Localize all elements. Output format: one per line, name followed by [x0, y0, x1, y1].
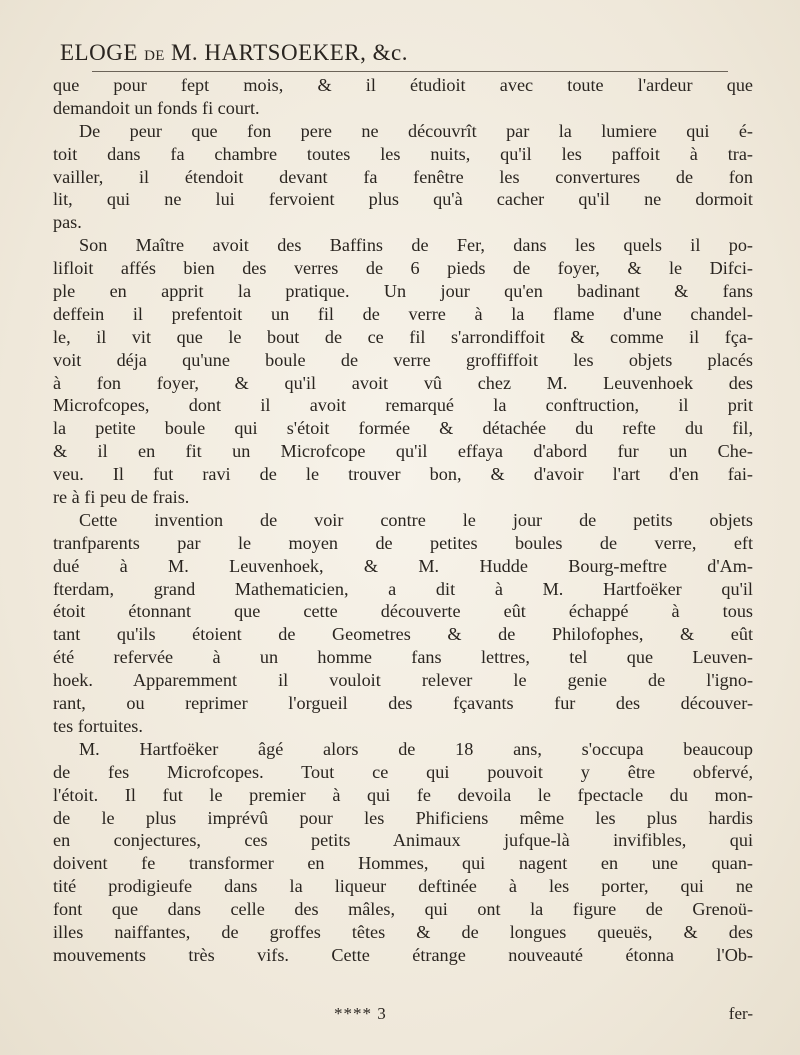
running-head-name: M. HARTSOEKER, &c. [170, 40, 408, 65]
text-line: veu. Il fut ravi de le trouver bon, & d'avoir l'art d'en fai- [53, 464, 753, 485]
text-line: mouvements très vifs. Cette étrange nouveauté étonna l'Ob- [53, 944, 753, 965]
header-rule [92, 71, 728, 72]
text-line: étoit étonnant que cette découverte eût échappé à tous [53, 601, 753, 622]
text-line: doivent fe transformer en Hommes, qui nagent en une quan- [53, 853, 753, 874]
signature-mark: **** 3 [334, 1004, 387, 1023]
text-line: que pour fept mois, & il étudioit avec toute l'ardeur que [53, 75, 753, 95]
text-line: illes naiffantes, de groffes têtes & de longues queuës, & des [53, 921, 753, 942]
text-line: ple en apprit la pratique. Un jour qu'en badinant & fans [53, 281, 753, 302]
text-line: voit déja qu'une boule de verre groffiffoit les objets placés [53, 349, 753, 370]
text-line: été refervée à un homme fans lettres, tel que Leuven- [53, 647, 753, 668]
text-line: fterdam, grand Mathematicien, a dit à M. Hartfoëker qu'il [53, 578, 753, 599]
text-line: toit dans fa chambre toutes les nuits, qu'il les paffoit à tra- [53, 143, 753, 164]
text-line: en conjectures, ces petits Animaux jufque-là invifibles, qui [53, 830, 753, 851]
text-line: de le plus imprévû pour les Phificiens même les plus hardis [53, 807, 753, 828]
text-line: & il en fit un Microfcope qu'il effaya d'abord fur un Che- [53, 441, 753, 462]
text-line: rant, ou reprimer l'orgueil des fçavants fur des découver- [53, 693, 753, 714]
text-line: la petite boule qui s'étoit formée & détachée du refte du fil, [53, 418, 753, 439]
text-line: tant qu'ils étoient de Geometres & de Philofophes, & eût [53, 624, 753, 645]
body-text [53, 74, 753, 967]
text-line: M. Hartfoëker âgé alors de 18 ans, s'occupa beaucoup [79, 738, 753, 759]
text-line: l'étoit. Il fut le premier à qui fe devoila le fpectacle du mon- [53, 784, 753, 805]
text-line: pas. [53, 212, 82, 233]
text-line: font que dans celle des mâles, qui ont la figure de Grenoü- [53, 899, 753, 920]
text-line: re à fi peu de frais. [53, 487, 190, 508]
text-line: hoek. Apparemment il vouloit relever le genie de l'igno- [53, 670, 753, 691]
catchword: fer- [728, 1004, 753, 1023]
text-line: deffein il prefentoit un fil de verre à la flame d'une chandel- [53, 303, 753, 324]
text-line: vailler, il étendoit devant fa fenêtre les convertures de fon [53, 166, 753, 187]
running-head-de: DE [144, 48, 165, 64]
running-head [60, 40, 760, 66]
text-line: de fes Microfcopes. Tout ce qui pouvoit y être obfervé, [53, 761, 753, 782]
text-line: dué à M. Leuvenhoek, & M. Hudde Bourg-meftre d'Am- [53, 555, 753, 576]
text-line: De peur que fon pere ne découvrît par la lumiere qui é- [79, 120, 753, 141]
text-line: tranfparents par le moyen de petites boules de verre, eft [53, 532, 753, 553]
text-line: à fon foyer, & qu'il avoit vû chez M. Leuvenhoek des [53, 372, 753, 393]
text-line: Son Maître avoit des Baffins de Fer, dans les quels il po- [79, 235, 753, 256]
text-line: Microfcopes, dont il avoit remarqué la conftruction, il prit [53, 395, 753, 416]
text-line: tité prodigieufe dans la liqueur deftinée à les porter, qui ne [53, 876, 753, 897]
page-footer [53, 1004, 753, 1028]
text-line: le, il vit que le bout de ce fil s'arrondiffoit & comme il fça- [53, 326, 753, 347]
text-line: Cette invention de voir contre le jour de petits objets [79, 509, 753, 530]
text-line: lit, qui ne lui fervoient plus qu'à cacher qu'il ne dormoit [53, 189, 753, 210]
text-line: lifloit affés bien des verres de 6 pieds de foyer, & le Difci- [53, 258, 753, 279]
text-line: tes fortuites. [53, 715, 143, 736]
text-line: demandoit un fonds fi court. [53, 97, 260, 118]
running-head-eloge: ELOGE [60, 40, 138, 65]
